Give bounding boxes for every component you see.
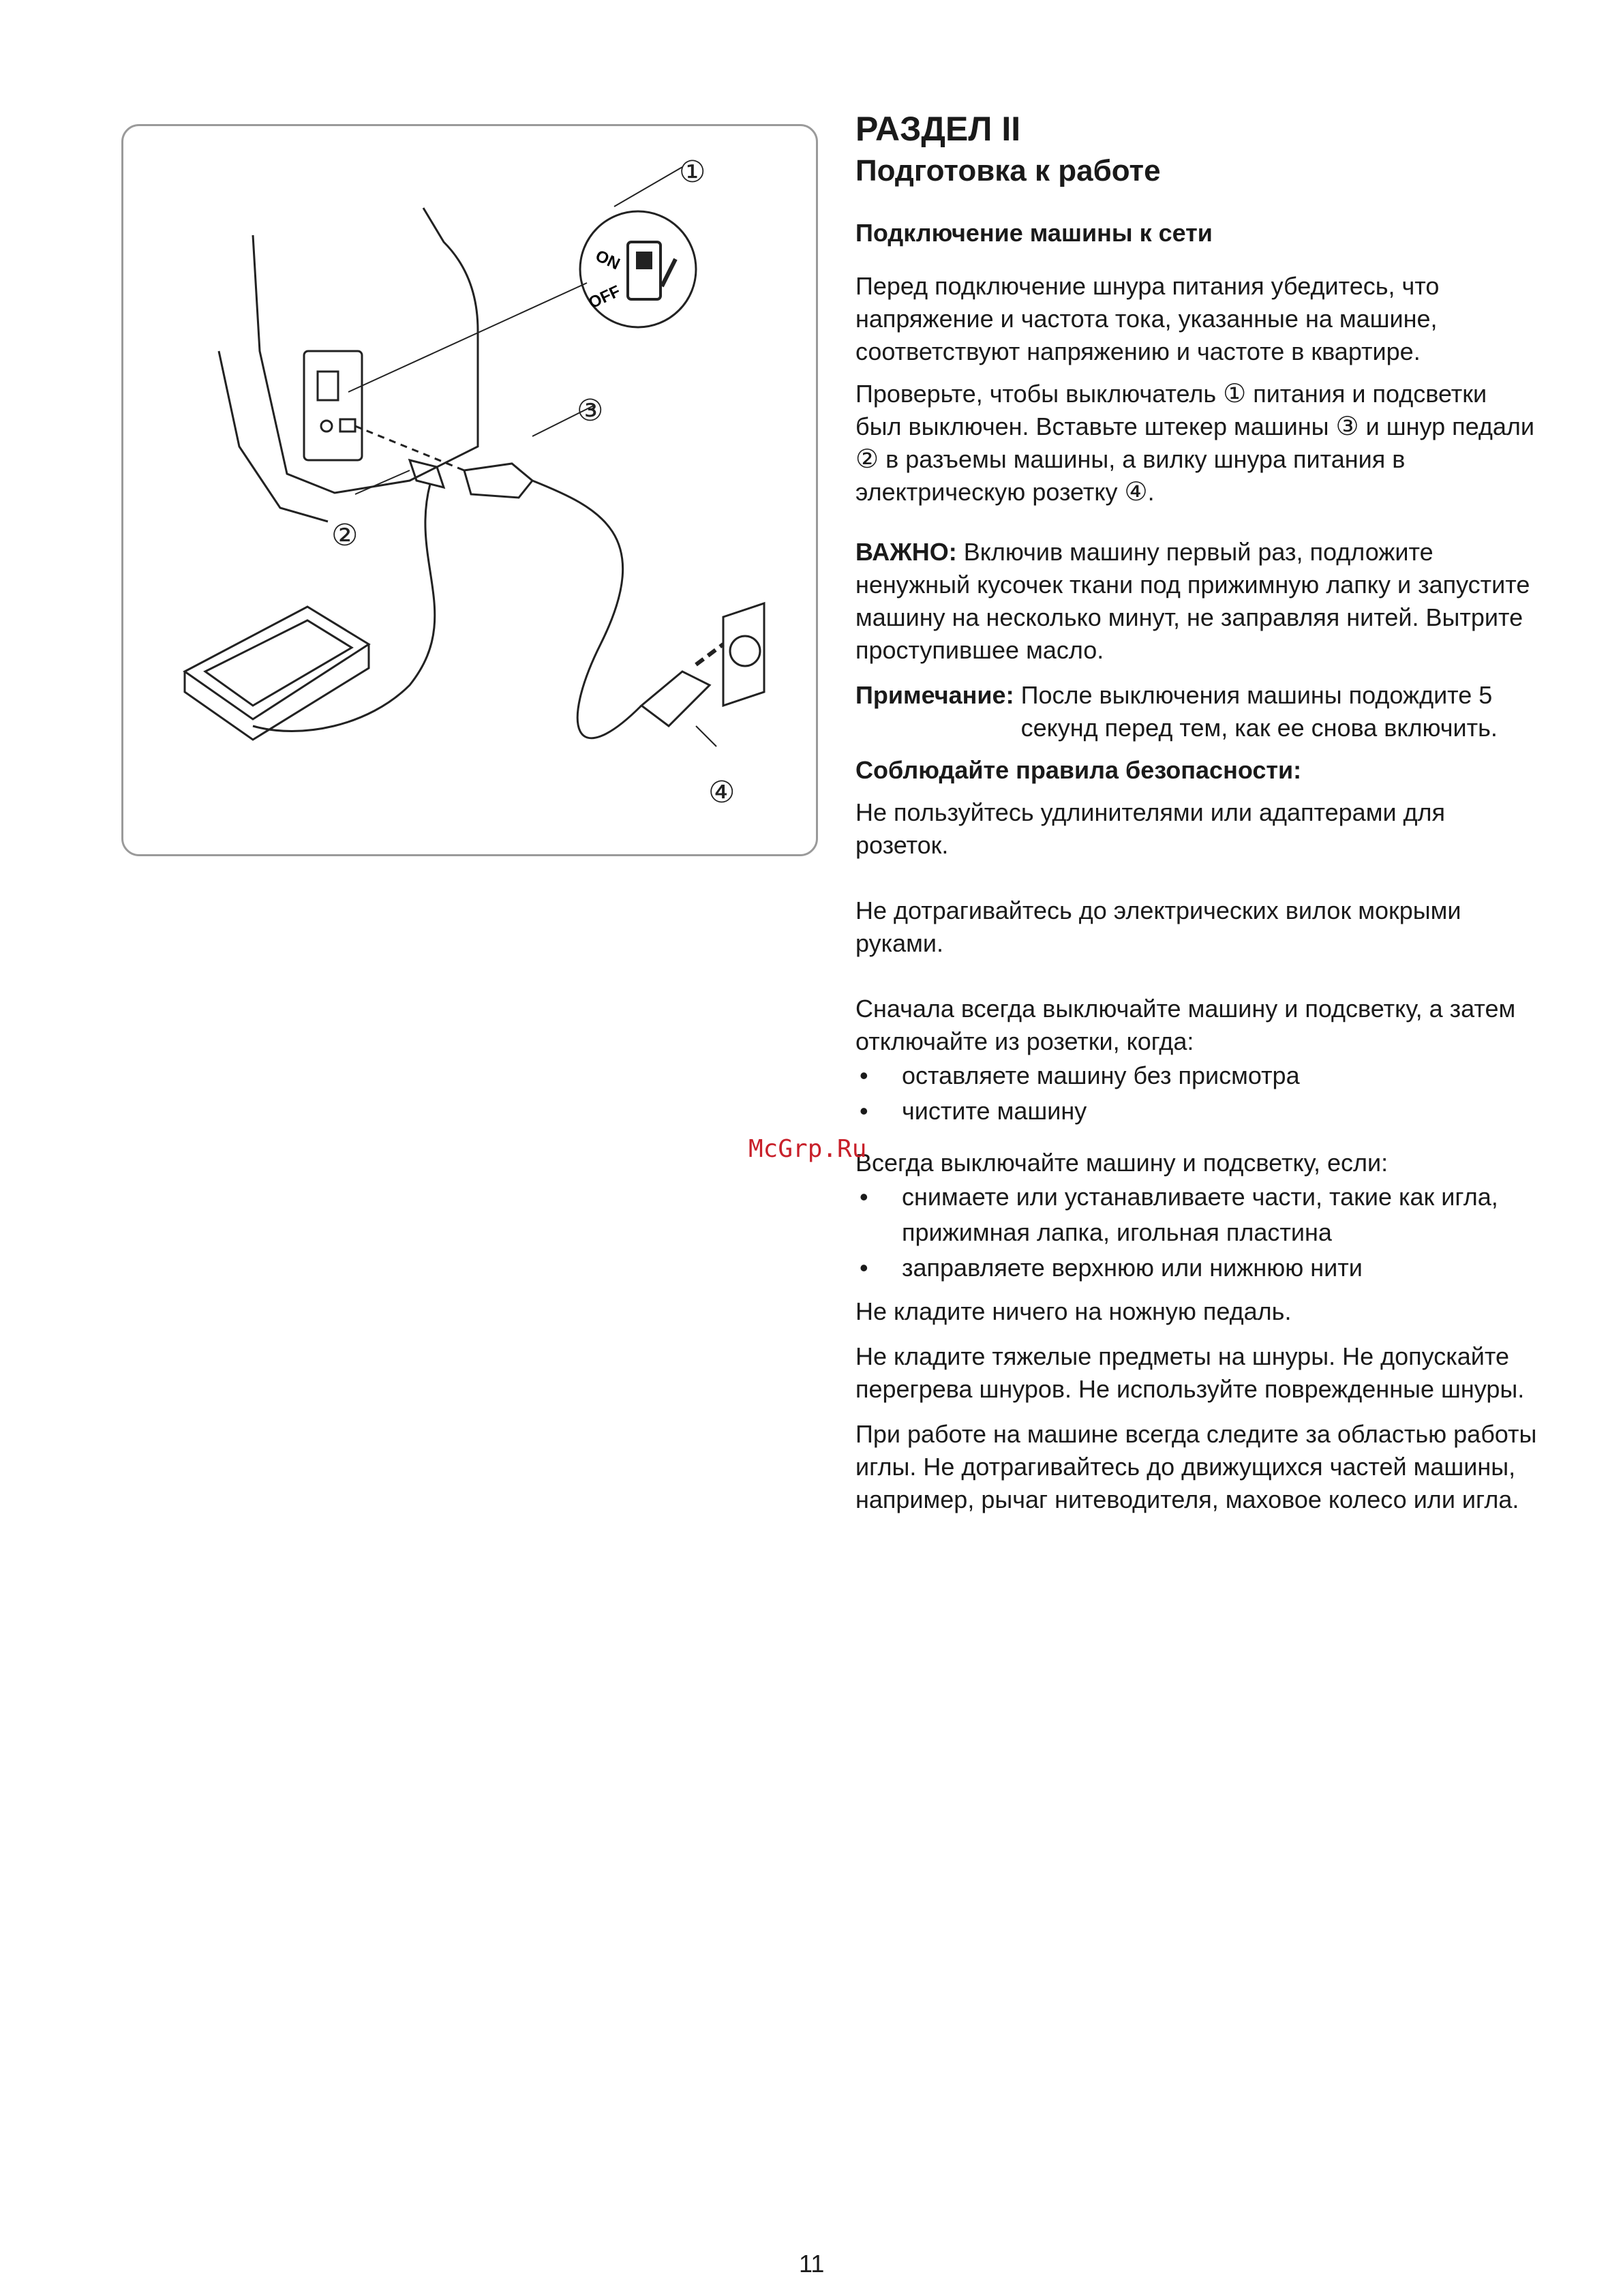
note-label: Примечание: — [855, 681, 1014, 709]
bullet-icon: • — [860, 1254, 868, 1282]
foot-pedal-drawing — [185, 607, 369, 740]
list-item — [855, 1058, 1537, 1093]
switch-inset — [348, 167, 696, 392]
callout-ref-2: ② — [855, 445, 879, 474]
bullet-icon: • — [860, 1097, 868, 1125]
callout-4: ④ — [708, 775, 735, 810]
callout-ref-1: ① — [1223, 380, 1247, 408]
list-item-text: снимаете или устанавливаете части, такие как игла, прижимная лапка, игольная пластина — [902, 1183, 1498, 1246]
safety-paragraph-5: Не кладите ничего на ножную педаль. — [855, 1297, 1292, 1325]
connect-p2-text-b: питания и подсветки был выключен. Вставьте штекер машины — [855, 380, 1487, 440]
callout-3: ③ — [577, 393, 604, 428]
important-paragraph — [855, 536, 1537, 667]
list-item — [855, 1179, 1537, 1250]
illustration-drawing — [123, 126, 820, 858]
note-block — [855, 679, 1537, 744]
callout-2: ② — [331, 518, 359, 553]
switch-on-label: ON — [592, 246, 623, 274]
safety-paragraph-4: Всегда выключайте машину и подсветку, если: — [855, 1149, 1389, 1177]
list-item — [855, 1250, 1537, 1286]
important-text: Включив машину первый раз, подложите ненужный кусочек ткани под прижимную лапку и запустите машину на несколько минут, не заправляя нитей. Вытрите проступившее масло. — [855, 538, 1530, 664]
connect-p2-text-e: . — [1147, 478, 1155, 506]
callout-1: ① — [679, 155, 706, 190]
connect-p2-text-d: в разъемы машины, а вилку шнура питания в электрическую розетку — [855, 445, 1406, 506]
list-item-text: заправляете верхнюю или нижнюю нити — [902, 1254, 1363, 1282]
connect-p2-text-a: Проверьте, чтобы выключатель — [855, 380, 1224, 408]
text-column — [855, 109, 1537, 1516]
list-item-text: оставляете машину без присмотра — [902, 1061, 1300, 1089]
connect-paragraph-2 — [855, 378, 1537, 509]
safety-paragraph-1: Не пользуйтесь удлинителями или адаптерами для розеток. — [855, 798, 1446, 859]
wall-socket-drawing — [641, 603, 764, 726]
bullet-icon: • — [860, 1183, 868, 1211]
list-item — [855, 1093, 1537, 1129]
note-text: После выключения машины подождите 5 секунд перед тем, как ее снова включить. — [1020, 681, 1498, 742]
connect-paragraph-1: Перед подключение шнура питания убедитесь, что напряжение и частота тока, указанные на машине, соответствуют напряжению и частоте в квартире. — [855, 272, 1440, 365]
important-label: ВАЖНО: — [855, 538, 957, 566]
safety-paragraph-3: Сначала всегда выключайте машину и подсветку, а затем отключайте из розетки, когда: — [855, 995, 1516, 1055]
safety-heading: Соблюдайте правила безопасности: — [855, 756, 1302, 784]
connect-p2-text-c: и шнур педали — [1359, 412, 1534, 440]
section-title: РАЗДЕЛ II — [855, 110, 1021, 148]
callout-ref-4: ④ — [1124, 478, 1148, 507]
switch-off-label: OFF — [586, 282, 624, 313]
safety-paragraph-7: При работе на машине всегда следите за областью работы иглы. Не дотрагивайтесь до движущихся частей машины, например, рычаг нитеводителя, маховое колесо или игла. — [855, 1420, 1537, 1513]
safety-paragraph-6: Не кладите тяжелые предметы на шнуры. Не допускайте перегрева шнуров. Не используйте поврежденные шнуры. — [855, 1342, 1525, 1403]
power-connection-illustration — [121, 124, 818, 856]
watermark-link[interactable]: McGrp.Ru — [748, 1135, 867, 1163]
page-number: 11 — [799, 2250, 825, 2278]
list-item-text: чистите машину — [902, 1097, 1087, 1125]
section-subtitle: Подготовка к работе — [855, 154, 1161, 187]
callout-ref-3: ③ — [1335, 412, 1359, 441]
power-cords — [253, 406, 716, 746]
bullet-icon: • — [860, 1061, 868, 1089]
safety-paragraph-2: Не дотрагивайтесь до электрических вилок мокрыми руками. — [855, 896, 1461, 957]
connect-heading: Подключение машины к сети — [855, 219, 1213, 247]
